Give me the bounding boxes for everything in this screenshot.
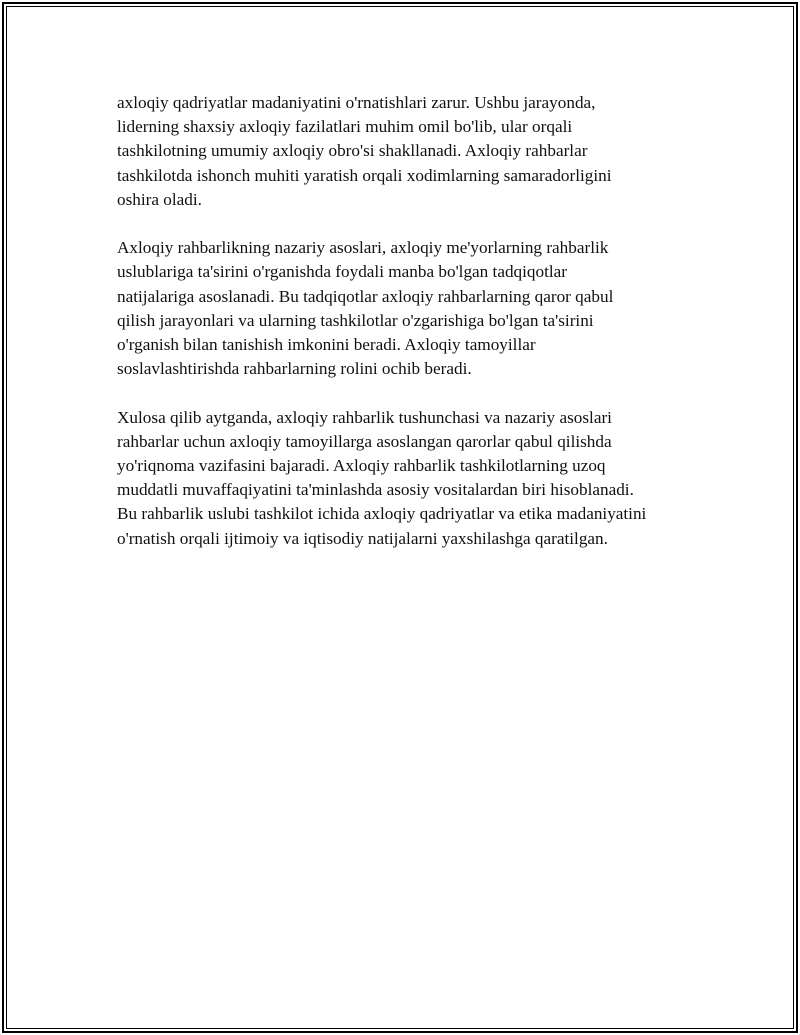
text-line: yo'riqnoma vazifasini bajaradi. Axloqiy rahbarlik tashkilotlarning uzoq bbox=[117, 456, 606, 476]
text-line: oshira oladi. bbox=[117, 189, 202, 209]
text-line: liderning shaxsiy axloqiy fazilatlari muhim omil bo'lib, ular orqali bbox=[117, 117, 573, 137]
text-line: muddatli muvaffaqiyatini ta'minlashda asosiy vositalardan biri hisoblanadi. bbox=[117, 480, 634, 500]
document-body bbox=[117, 91, 697, 575]
paragraph-3 bbox=[117, 406, 697, 551]
text-line: soslavlashtirishda rahbarlarning rolini ochib beradi. bbox=[117, 359, 472, 379]
text-line: Xulosa qilib aytganda, axloqiy rahbarlik tushunchasi va nazariy asoslari bbox=[117, 407, 612, 427]
text-line: uslublariga ta'sirini o'rganishda foydali manba bo'lgan tadqiqotlar bbox=[117, 262, 568, 282]
text-line: tashkilotning umumiy axloqiy obro'si shakllanadi. Axloqiy rahbarlar bbox=[117, 141, 588, 161]
text-line: o'rganish bilan tanishish imkonini beradi. Axloqiy tamoyillar bbox=[117, 335, 536, 355]
text-line: natijalariga asoslanadi. Bu tadqiqotlar axloqiy rahbarlarning qaror qabul bbox=[117, 286, 614, 306]
text-line: axloqiy qadriyatlar madaniyatini o'rnatishlari zarur. Ushbu jarayonda, bbox=[117, 93, 596, 112]
paragraph-2 bbox=[117, 236, 697, 381]
text-line: Bu rahbarlik uslubi tashkilot ichida axloqiy qadriyatlar va etika madaniyatini bbox=[117, 504, 647, 524]
text-line: tashkilotda ishonch muhiti yaratish orqali xodimlarning samaradorligini bbox=[117, 165, 612, 185]
paragraph-1 bbox=[117, 91, 697, 212]
text-line: o'rnatish orqali ijtimoiy va iqtisodiy natijalarni yaxshilashga qaratilgan. bbox=[117, 528, 608, 548]
text-line: Axloqiy rahbarlikning nazariy asoslari, axloqiy me'yorlarning rahbarlik bbox=[117, 238, 609, 258]
text-line: qilish jarayonlari va ularning tashkilotlar o'zgarishiga bo'lgan ta'sirini bbox=[117, 310, 594, 330]
text-line: rahbarlar uchun axloqiy tamoyillarga asoslangan qarorlar qabul qilishda bbox=[117, 431, 612, 451]
